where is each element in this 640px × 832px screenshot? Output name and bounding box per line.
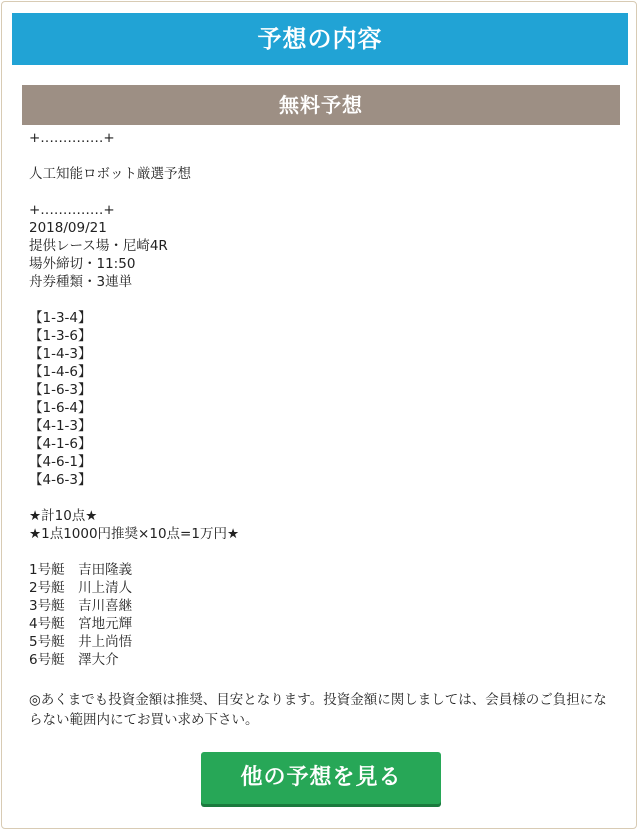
prediction-line [29, 183, 613, 201]
prediction-body [29, 129, 613, 730]
bet-combination: 【1-3-4】 [29, 310, 92, 326]
bet-combination: 【1-3-6】 [29, 328, 92, 344]
bet-combination: 【1-4-3】 [29, 346, 92, 362]
bet-combination: 【4-1-6】 [29, 436, 92, 452]
prediction-line: +‥‥‥‥‥‥‥+ [29, 202, 115, 218]
free-prediction-heading: 無料予想 [22, 85, 620, 125]
race-venue: 提供レース場・尼崎4R [29, 238, 168, 254]
prediction-line [29, 291, 613, 309]
prediction-line [29, 489, 613, 507]
racer-entry: 1号艇 吉田隆義 [29, 562, 133, 578]
recommended-stake: ★1点1000円推奨×10点=1万円★ [29, 526, 240, 542]
bet-combination: 【4-6-3】 [29, 472, 92, 488]
ticket-type: 舟券種類・3連単 [29, 274, 133, 290]
prediction-line [29, 543, 613, 561]
prediction-line: +‥‥‥‥‥‥‥+ [29, 130, 115, 146]
total-points: ★計10点★ [29, 508, 98, 524]
bet-combination: 【4-1-3】 [29, 418, 92, 434]
racer-entry: 5号艇 井上尚悟 [29, 634, 133, 650]
racer-entry: 6号艇 澤大介 [29, 652, 119, 668]
bet-combination: 【4-6-1】 [29, 454, 92, 470]
race-date: 2018/09/21 [29, 220, 107, 236]
bet-combination: 【1-4-6】 [29, 364, 92, 380]
view-other-predictions-button[interactable]: 他の予想を見る [201, 752, 441, 804]
racer-entry: 4号艇 宮地元輝 [29, 616, 133, 632]
bet-combination: 【1-6-3】 [29, 382, 92, 398]
investment-note: ◎あくまでも投資金額は推奨、目安となります。投資金額に関しましては、会員様のご負担にならない範囲内にてお買い求め下さい。 [29, 692, 607, 728]
racer-entry: 3号艇 吉川喜継 [29, 598, 133, 614]
section-title: 予想の内容 [12, 13, 628, 65]
prediction-line: 人工知能ロボット厳選予想 [29, 166, 191, 182]
bet-combination: 【1-6-4】 [29, 400, 92, 416]
deadline-time: 場外締切・11:50 [29, 256, 136, 272]
racer-entry: 2号艇 川上清人 [29, 580, 133, 596]
prediction-line [29, 669, 613, 687]
prediction-line [29, 147, 613, 165]
